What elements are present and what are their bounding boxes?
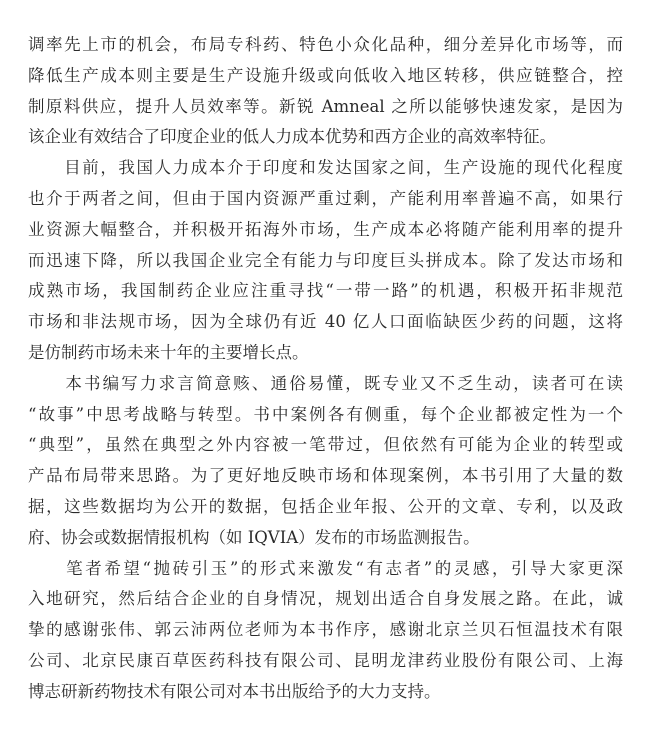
text-line: 而迅速下降，所以我国企业完全有能力与印度巨头拼成本。除了发达市场和 bbox=[28, 250, 623, 270]
document-page bbox=[28, 30, 623, 708]
text-line: 目前，我国人力成本介于印度和发达国家之间，生产设施的现代化程度 bbox=[28, 158, 623, 178]
text-line: 也介于两者之间，但由于国内资源严重过剩，产能利用率普遍不高，如果行 bbox=[28, 188, 623, 208]
paragraph-1 bbox=[28, 30, 623, 153]
text-line: 府、协会或数据情报机构（如 IQVIA）发布的市场监测报告。 bbox=[28, 527, 480, 547]
text-line: 市场和非法规市场，因为全球仍有近 40 亿人口面临缺医少药的问题，这将 bbox=[28, 312, 623, 332]
paragraph-2 bbox=[28, 153, 623, 369]
text-line: 该企业有效结合了印度企业的低人力成本优势和西方企业的高效率特征。 bbox=[28, 127, 556, 147]
text-line: 产品布局带来思路。为了更好地反映市场和体现案例，本书引用了大量的数 bbox=[28, 466, 623, 486]
paragraph-4 bbox=[28, 554, 623, 708]
text-line: 笔者希望“抛砖引玉”的形式来激发“有志者”的灵感，引导大家更深 bbox=[28, 558, 623, 578]
text-line: 挚的感谢张伟、郭云沛两位老师为本书作序，感谢北京兰贝石恒温技术有限 bbox=[28, 620, 623, 640]
text-line: 降低生产成本则主要是生产设施升级或向低收入地区转移，供应链整合，控 bbox=[28, 65, 623, 85]
text-line: 据，这些数据均为公开的数据，包括企业年报、公开的文章、专利，以及政 bbox=[28, 496, 623, 516]
text-line: “典型”，虽然在典型之外内容被一笔带过，但依然有可能为企业的转型或 bbox=[28, 435, 623, 455]
text-line: 公司、北京民康百草医药科技有限公司、昆明龙津药业股份有限公司、上海 bbox=[28, 650, 623, 670]
paragraph-3 bbox=[28, 369, 623, 554]
text-line: “故事”中思考战略与转型。书中案例各有侧重，每个企业都被定性为一个 bbox=[28, 404, 623, 424]
text-line: 调率先上市的机会，布局专科药、特色小众化品种，细分差异化市场等，而 bbox=[28, 35, 623, 54]
text-line: 入地研究，然后结合企业的自身情况，规划出适合自身发展之路。在此，诚 bbox=[28, 589, 623, 609]
text-line: 本书编写力求言简意赅、通俗易懂，既专业又不乏生动，读者可在读 bbox=[28, 373, 623, 393]
text-line: 是仿制药市场未来十年的主要增长点。 bbox=[28, 342, 309, 362]
text-line: 成熟市场，我国制药企业应注重寻找“一带一路”的机遇，积极开拓非规范 bbox=[28, 281, 623, 301]
text-line: 业资源大幅整合，并积极开拓海外市场，生产成本必将随产能利用率的提升 bbox=[28, 219, 623, 239]
text-line: 制原料供应，提升人员效率等。新锐 Amneal 之所以能够快速发家，是因为 bbox=[28, 96, 623, 116]
text-line: 博志研新药物技术有限公司对本书出版给予的大力支持。 bbox=[28, 681, 441, 701]
